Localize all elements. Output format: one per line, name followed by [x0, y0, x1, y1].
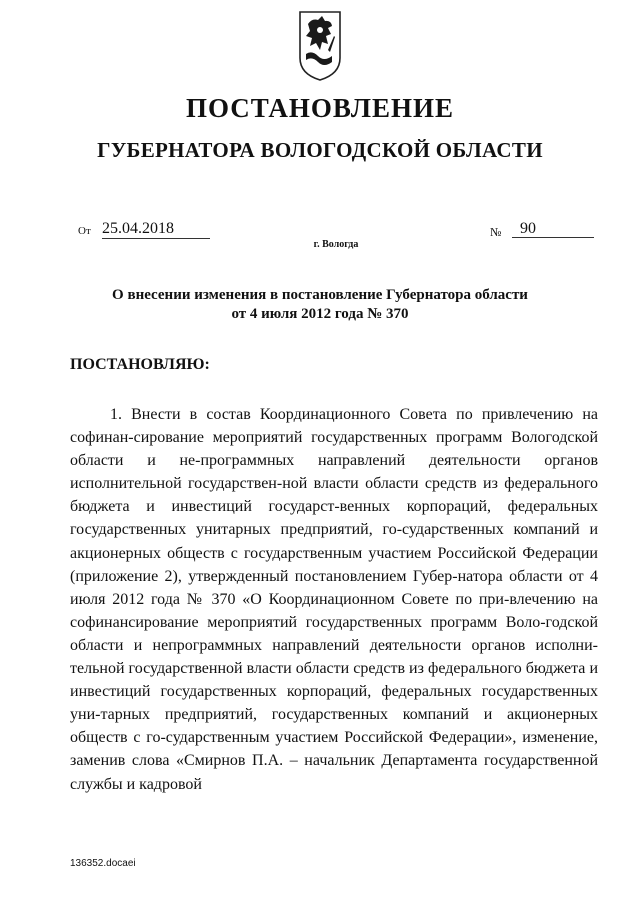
footer-filename: 136352.docaei [70, 858, 136, 869]
subject-line-1: О внесении изменения в постановление Губернатора области [112, 287, 528, 303]
number-prefix: № [490, 225, 502, 239]
decree-word: ПОСТАНОВЛЯЮ: [70, 356, 210, 373]
date-prefix: От [78, 225, 91, 237]
document-subject [0, 286, 640, 324]
coat-of-arms-icon [298, 10, 342, 82]
city-label: г. Вологда [313, 239, 359, 250]
document-number: 90 [512, 219, 594, 238]
body-paragraph: 1. Внести в состав Координационного Совета по привлечению на софинан-сирование мероприятий государственных программ Вологодской области и не-программных направлений деятельности органов исполнительной государствен-ной власти области средств из федерального бюджета и инвестиций государст-венных корпораций, федеральных государственных унитарных предприятий, го-сударственных компаний и акционерных обществ с государственным участием Российской Федерации (приложение 2), утвержденный постановлением Губер-натора области от 4 июля 2012 года № 370 «О Координационном Совете по при-влечению на софинансирование мероприятий государственных программ Воло-годской области и непрограммных направлений деятельности органов исполни-тельной государственной власти области средств из федерального бюджета и инвестиций государственных корпораций, федеральных государственных уни-тарных предприятий, государственных компаний и акционерных обществ с го-сударственным участием Российской Федерации», изменение, заменив слова «Смирнов П.А. – начальник Департамента государственной службы и кадровой [70, 406, 598, 793]
document-subtitle: ГУБЕРНАТОРА ВОЛОГОДСКОЙ ОБЛАСТИ [97, 138, 543, 162]
document-date: 25.04.2018 [102, 219, 210, 239]
document-title: ПОСТАНОВЛЕНИЕ [185, 93, 455, 123]
subject-line-2: от 4 июля 2012 года № 370 [231, 306, 409, 322]
